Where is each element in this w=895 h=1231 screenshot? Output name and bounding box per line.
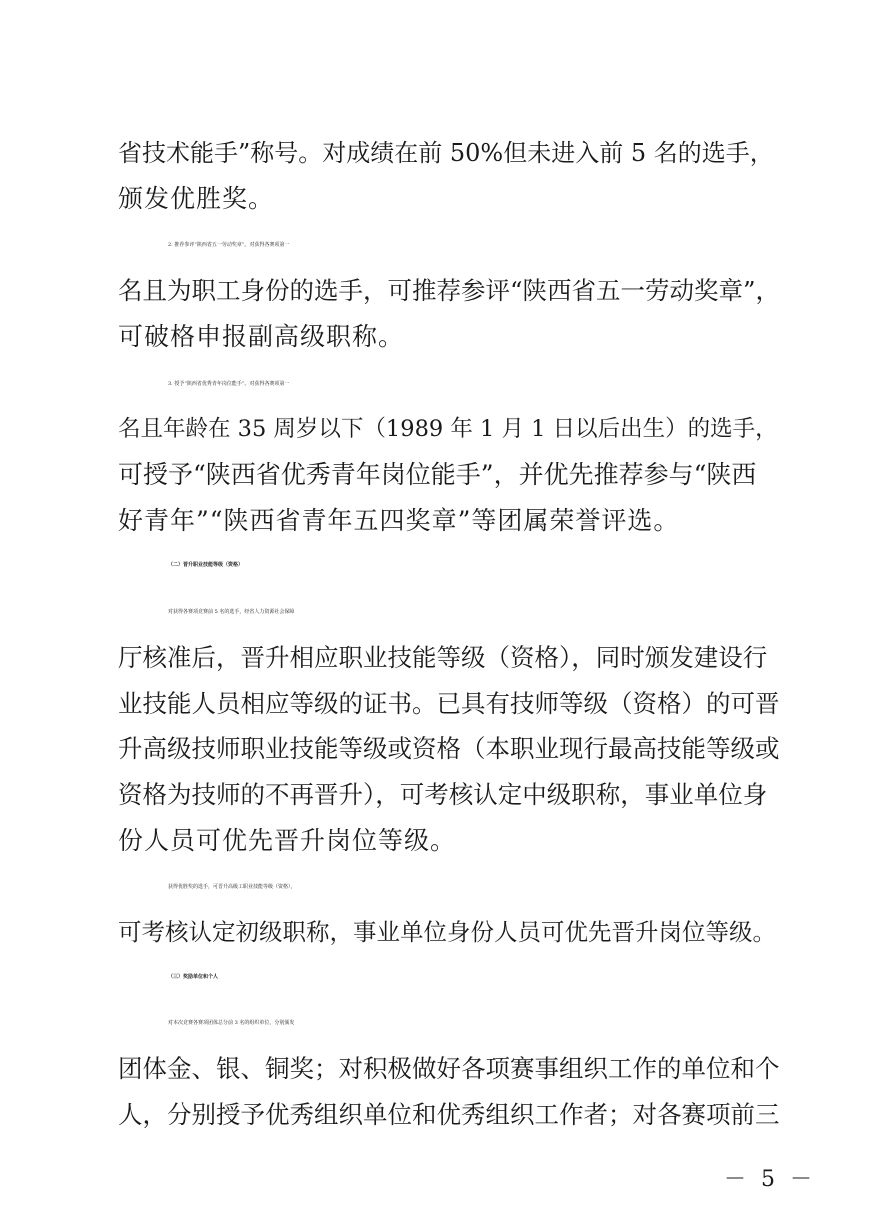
paragraph-line: 业技能人员相应等级的证书。已具有技师等级（资格）的可晋	[118, 689, 780, 718]
paragraph-line: 3. 授予“陕西省优秀青年岗位能手”。对获得各赛项第一	[168, 381, 290, 387]
paragraph-line: 可考核认定初级职称，事业单位身份人员可优先晋升岗位等级。	[118, 918, 776, 946]
paragraph-line: 好青年”“陕西省青年五四奖章”等团属荣誉评选。	[118, 506, 680, 535]
paragraph-line: 省技术能手”称号。对成绩在前 50%但未进入前 5 名的选手，	[118, 139, 774, 167]
paragraph-line: 可授予“陕西省优秀青年岗位能手”，并优先推荐参与“陕西	[118, 460, 757, 489]
paragraph-line: 对获得各赛项竞赛前 5 名的选手，经省人力资源社会保障	[168, 609, 295, 615]
paragraph-line: 颁发优胜奖。	[118, 184, 275, 213]
paragraph-line: 团体金、银、铜奖；对积极做好各项赛事组织工作的单位和个	[118, 1054, 780, 1083]
paragraph-line: 名且为职工身份的选手，可推荐参评“陕西省五一劳动奖章”，	[118, 276, 781, 305]
paragraph-line: 可破格申报副高级职称。	[118, 322, 405, 351]
paragraph-line: 人，分别授予优秀组织单位和优秀组织工作者；对各赛项前三	[118, 1100, 780, 1129]
section-heading: （二）晋升职业技能等级（资格）	[168, 562, 244, 568]
paragraph-line: 名且年龄在 35 周岁以下（1989 年 1 月 1 日以后出生）的选手，	[118, 416, 778, 442]
page-number: － 5 －	[724, 1167, 816, 1192]
paragraph-line: 获得优胜奖的选手，可晋升高级工职业技能等级（资格），	[168, 884, 296, 890]
section-heading: （三）奖励单位和个人	[168, 974, 219, 980]
paragraph-line: 2. 推荐参评“陕西省五一劳动奖章”。对获得各赛项第一	[168, 242, 290, 248]
paragraph-line: 对本次竞赛各赛项团体总分前 3 名的组织单位，分别颁发	[168, 1020, 295, 1026]
paragraph-line: 厅核准后，晋升相应职业技能等级（资格），同时颁发建设行	[118, 643, 768, 672]
paragraph-line: 份人员可优先晋升岗位等级。	[118, 826, 457, 855]
paragraph-line: 资格为技师的不再晋升），可考核认定中级职称，事业单位身	[118, 780, 768, 809]
paragraph-line: 升高级技师职业技能等级或资格（本职业现行最高技能等级或	[118, 734, 780, 763]
